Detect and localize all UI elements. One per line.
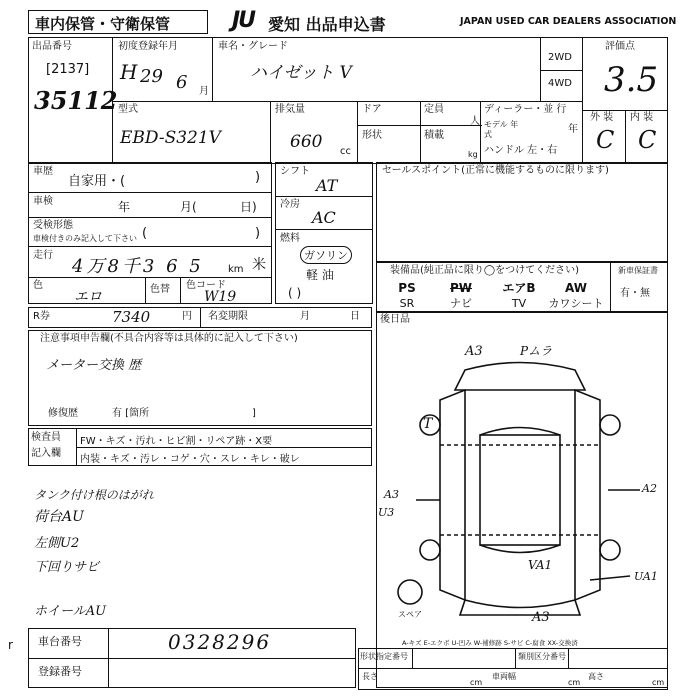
diag-left-u3: U3 [378,506,395,519]
right-side [575,390,600,600]
height-label: 高さ [588,672,604,681]
history-close: ) [255,170,261,185]
insp-wear: スレ [219,454,240,465]
name-change-month: 月 [300,311,310,322]
left-side [440,390,465,600]
inspection-label: 車検 [33,196,53,207]
vehicle-status-block [28,162,272,304]
lot-number: 35112 [34,86,118,115]
inspector-sub-label: 記入欄 [31,448,61,459]
repair-close: ] [252,408,256,419]
door-label: ドア [362,104,382,115]
remarks-handwritten: メーター交換 歴 [46,358,142,373]
repair-label: 修復歴 [48,408,78,419]
load-unit: kg [468,150,478,159]
color-code-value: W19 [204,289,237,305]
fuel-alt: 軽 油 [306,268,334,282]
damage-legend: A-キズ E-エクボ U-凹み W-補修跡 S-サビ C-腐食 XX-交換済 [402,639,578,647]
insp-repair: リペア跡 [205,436,246,447]
history-value: 自家用・( [68,174,126,189]
fuel-paren: ( ) [288,286,302,300]
mileage-label: 走行 [33,250,53,261]
mileage-value: 4万8千3 6 5 [72,256,204,277]
mileage-unit: km [228,264,244,275]
wheel-rear-left [420,540,440,560]
diag-top-note: Pムラ [520,344,553,358]
insp-tear: 破レ [279,454,300,465]
wheel-rear-right [600,540,620,560]
diag-t-mark: T [423,416,433,432]
equip-ps: PS [398,281,416,295]
car-damage-diagram [380,340,668,630]
warranty-value: 有・無 [620,288,650,299]
recycle-label: R券 [33,311,50,322]
color-change-label: 色替 [150,284,170,295]
spare-label: スペア [398,610,422,619]
diag-right-a2: A2 [642,482,657,495]
shape-label: 形状 [362,130,382,141]
roof-panel [480,435,560,545]
recycle-unit: 円 [182,311,192,322]
exterior-grade: C [596,126,615,154]
insp-scratch: キズ [105,436,126,447]
width-unit: cm [568,678,581,687]
warranty-label: 新車保証書 [618,266,658,275]
car-name-label: 車名・グレード [218,41,288,52]
color-label: 色 [33,280,43,291]
drive-4wd: 4WD [548,78,572,89]
displacement-label: 排気量 [275,104,305,115]
rear-panel [460,600,580,615]
equip-sr: SR [399,297,415,310]
insp-burn: コゲ [169,454,190,465]
note-line-4: 下回りサビ [34,560,100,575]
displacement-unit: cc [340,146,351,157]
inspection-day: 日) [240,200,257,214]
margin-mark: r [8,638,13,652]
equipment-label: 装備品(純正品に限り◯をつけてください) [390,265,579,276]
diag-right-ua1: UA1 [634,570,658,583]
width-label: 車両幅 [492,672,516,681]
receipt-open: ( [142,226,148,241]
lot-label: 出品番号 [32,41,72,52]
diag-bottom-a3: A3 [532,610,550,625]
equip-aw: AW [565,281,587,295]
storage-label-box [28,10,208,34]
equip-seat: カワシート [548,297,604,310]
diag-top-a3: A3 [465,344,483,359]
name-change-day: 日 [350,311,360,322]
equip-tv: TV [511,297,527,310]
load-label: 積載 [424,130,444,141]
receipt-note: 車検付きのみ記入して下さい [33,234,137,243]
insp-fw: FW [80,436,96,447]
history-label: 車歴 [33,166,53,177]
insp-dirt: 汚れ [135,436,156,447]
receipt-close: ) [255,226,261,241]
color-code-label: 色コード [186,280,226,291]
model-label: 型式 [118,104,138,115]
diag-left-a3: A3 [384,488,399,501]
year-value: 29 [140,66,163,87]
aircon-label: 冷房 [280,199,300,210]
month-unit: 月 [199,86,209,97]
insp-hole: 穴 [199,454,210,465]
name-change-label: 名変期限 [208,311,248,322]
length-label: 長さ [362,672,378,681]
capacity-label: 定員 [424,104,444,115]
color-value: エロ [74,289,102,305]
grade-score: 3.5 [604,60,659,100]
note-line-5: ホイールAU [34,604,107,619]
month-value: 6 [176,72,188,93]
drive-2wd: 2WD [548,52,572,63]
wheel-front-right [600,415,620,435]
form-title: 愛知 出品申込書 [268,15,386,34]
chassis-value: 0328296 [168,630,272,654]
car-name-value: ハイゼット V [250,63,352,83]
interior-grade: C [638,126,657,154]
exterior-label: 外 装 [590,112,614,123]
note-line-1: タンク付け根のはがれ [34,488,154,502]
insp-cut: キレ [249,454,270,465]
class-number-label: 類別区分番号 [518,652,566,661]
handle-label: ハンドル 左・右 [484,145,558,156]
storage-label: 車内保管・守衛保管 [35,15,171,33]
sales-point-box [376,162,668,262]
insp-int-scratch: キズ [110,454,130,465]
insp-crack: ヒビ割 [165,436,196,447]
equipment-row-1 [382,279,608,296]
sales-point-label: セールスポイント(正常に機能するものに限ります) [382,165,609,176]
inspection-year: 年 [118,200,131,214]
repair-value: 有 [箇所 [112,408,150,419]
equip-navi: ナビ [450,297,472,310]
model-year-label: モデル 年式 [484,120,519,139]
capacity-unit: 人 [470,116,480,127]
insp-interior: 内装 [80,454,100,465]
front-panel [455,363,585,391]
mileage-mark: 米 [252,257,266,273]
spare-tire [398,580,422,604]
first-registration-label: 初度登録年月 [118,41,178,52]
back-label: 後日品 [380,314,410,325]
shift-label: シフト [280,166,310,177]
length-unit: cm [470,678,483,687]
registration-no-label: 登録番号 [38,665,82,678]
insp-int-dirt: 汚レ [139,454,160,465]
recycle-value: 7340 [112,308,151,326]
grade-label: 評価点 [605,41,635,52]
height-unit: cm [652,678,665,687]
dealer-label: ディーラー・並 行 [484,104,567,115]
model-value: EBD-S321V [120,128,221,148]
equip-airbag: エアB [502,281,536,295]
equip-pw: PW [449,281,473,295]
inspector-row-1: FW・キズ・汚れ・ヒビ割・リペア跡・X要 [80,436,273,447]
interior-label: 内 装 [630,112,654,123]
inspection-month: 月( [180,200,197,214]
inspector-row-2: 内装・キズ・汚レ・コゲ・穴・スレ・キレ・破レ [80,454,300,465]
fuel-label: 燃料 [280,233,300,244]
inspector-label: 検査員 [31,432,61,443]
receipt-label: 受検形態 [33,220,73,231]
association-name: JAPAN USED CAR DEALERS ASSOCIATION [460,16,677,27]
era-value: H [120,60,138,84]
shift-value: AT [316,176,338,195]
insp-x: X要 [255,436,273,447]
equipment-row-2 [382,295,608,311]
aircon-value: AC [312,208,336,227]
lot-bracket-number: [2137] [46,62,90,77]
ju-logo: JU [232,8,255,33]
chassis-label: 車台番号 [38,635,82,648]
year-unit: 年 [568,124,578,135]
note-line-2: 荷台AU [34,509,84,525]
form-number-label: 形状指定番号 [360,652,408,661]
note-line-3: 左側U2 [34,536,80,551]
fuel-value: ガソリン [300,246,352,264]
displacement-value: 660 [290,132,323,152]
remarks-label: 注意事項申告欄(不具合内容等は具体的に記入して下さい) [40,333,298,344]
diag-center-va1: VA1 [528,558,553,572]
